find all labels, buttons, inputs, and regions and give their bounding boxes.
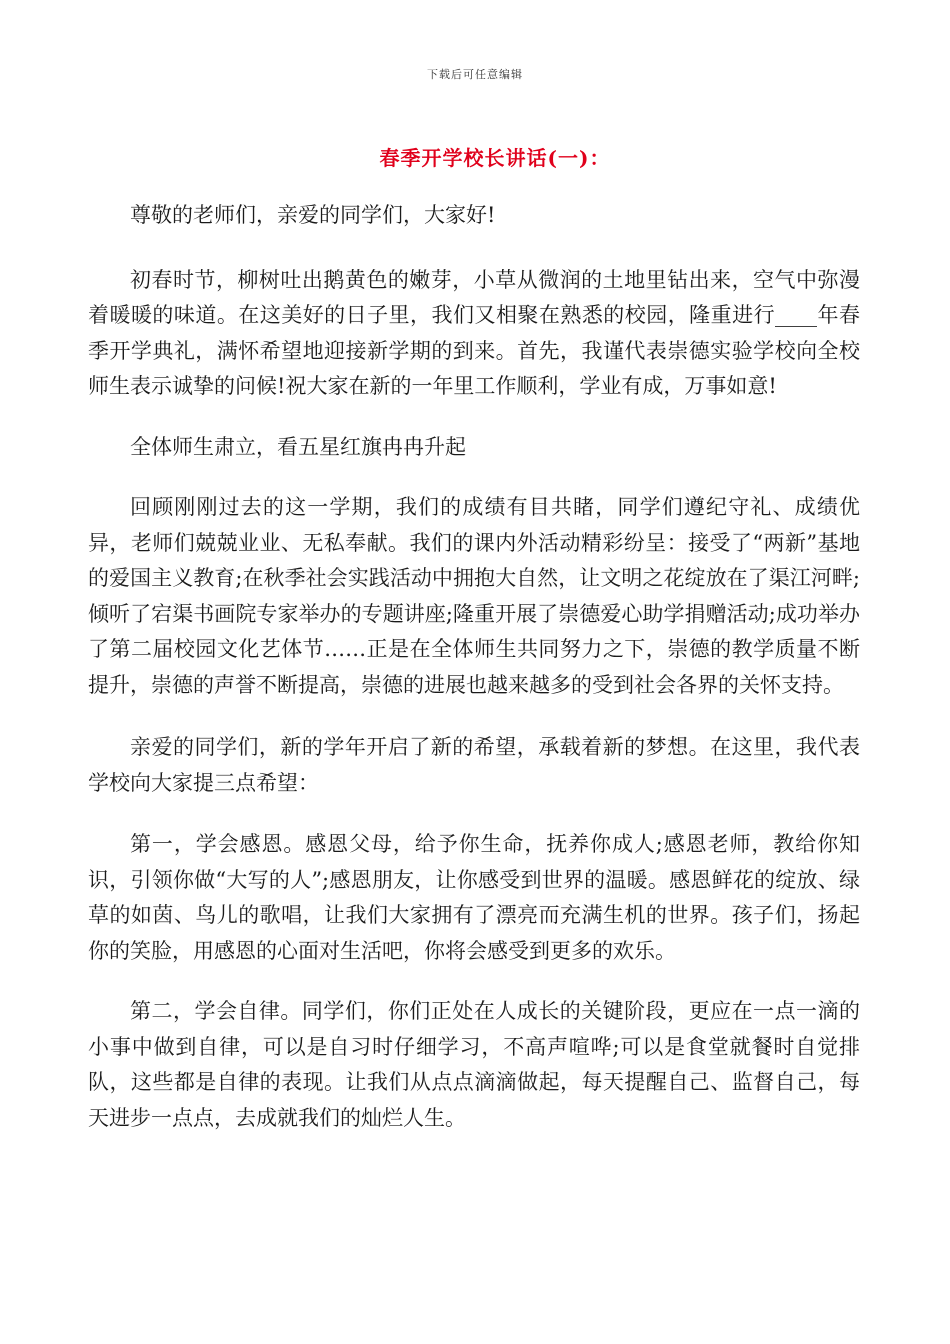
header-note: 下载后可任意编辑	[427, 68, 523, 81]
paragraph-greeting: 尊敬的老师们，亲爱的同学们，大家好!	[130, 203, 496, 227]
paragraph-review: 回顾刚刚过去的这一学期，我们的成绩有目共睹，同学们遵纪守礼、成绩优异，老师们兢兢业业、无私奉献。我们的课内外活动精彩纷呈：接受了“两新”基地的爱国主义教育;在秋季社会实践活动中拥抱大自然，让文明之花绽放在了渠江河畔;倾听了宕渠书画院专家举办的专题讲座;隆重开展了崇德爱心助学捐赠活动;成功举办了第二届校园文化艺体节……正是在全体师生共同努力之下，崇德的教学质量不断提升，崇德的声誉不断提高，崇德的进展也越来越多的受到社会各界的关怀支持。	[88, 495, 860, 697]
paragraph-self-discipline: 第二，学会自律。同学们，你们正处在人成长的关键阶段，更应在一点一滴的小事中做到自律，可以是自习时仔细学习，不高声喧哗;可以是食堂就餐时自觉排队，这些都是自律的表现。让我们从点点滴滴做起，每天提醒自己、监督自己，每天进步一点点，去成就我们的灿烂人生。	[88, 999, 860, 1130]
paragraph-flag-raising: 全体师生肃立，看五星红旗冉冉升起	[130, 434, 466, 459]
document-body	[88, 198, 860, 1136]
document-title: 春季开学校长讲话(一)：	[379, 146, 611, 170]
paragraph-gratitude: 第一，学会感恩。感恩父母，给予你生命，抚养你成人;感恩老师，教给你知识，引领你做“大写的人”;感恩朋友，让你感受到世界的温暖。感恩鲜花的绽放、绿草的如茵、鸟儿的歌唱，让我们大家拥有了漂亮而充满生机的世界。孩子们，扬起你的笑脸，用感恩的心面对生活吧，你将会感受到更多的欢乐。	[88, 832, 860, 963]
paragraph-hopes-intro: 亲爱的同学们，新的学年开启了新的希望，承载着新的梦想。在这里，我代表学校向大家提三点希望：	[88, 735, 860, 795]
paragraph-opening: 初春时节，柳树吐出鹅黄色的嫩芽，小草从微润的土地里钻出来，空气中弥漫着暖暖的味道。在这美好的日子里，我们又相聚在熟悉的校园，隆重进行____年春季开学典礼，满怀希望地迎接新学期的到来。首先，我谨代表崇德实验学校向全校师生表示诚挚的问候!祝大家在新的一年里工作顺利，学业有成，万事如意!	[88, 267, 860, 398]
